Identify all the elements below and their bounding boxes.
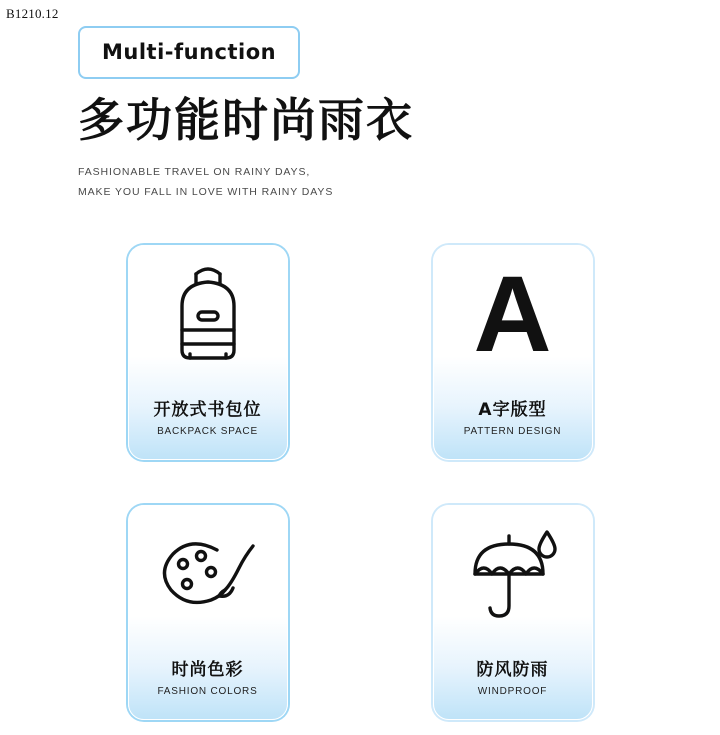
- subtitle: [78, 163, 638, 202]
- feature-label-cn: 时尚色彩: [171, 660, 244, 680]
- feature-label-en: FASHION COLORS: [157, 686, 258, 697]
- page-title: 多功能时尚雨衣: [78, 93, 414, 147]
- subtitle-line-1: FASHIONABLE TRAVEL ON RAINY DAYS,: [78, 166, 311, 179]
- subtitle-line-2: MAKE YOU FALL IN LOVE WITH RAINY DAYS: [78, 185, 334, 198]
- feature-card-windproof: [433, 505, 593, 720]
- backpack-icon: [129, 246, 287, 381]
- multi-function-badge: Multi-function: [78, 26, 300, 79]
- feature-card-colors: [128, 505, 288, 720]
- sku-code: B1210.12: [6, 6, 59, 21]
- feature-label-cn: 防风防雨: [476, 660, 549, 680]
- feature-label-en: BACKPACK SPACE: [157, 426, 258, 437]
- feature-label-cn: 开放式书包位: [153, 400, 262, 420]
- feature-card-pattern: [433, 245, 593, 460]
- feature-grid: [0, 245, 720, 720]
- feature-label-cn: A字版型: [478, 400, 547, 420]
- feature-card-text: [434, 395, 592, 437]
- feature-label-en: PATTERN DESIGN: [463, 426, 562, 437]
- feature-card-text: [434, 655, 592, 697]
- page-header: [78, 26, 638, 202]
- feature-label-en: WINDPROOF: [477, 686, 548, 697]
- feature-card-backpack: [128, 245, 288, 460]
- palette-icon: [129, 506, 287, 641]
- feature-card-text: [129, 655, 287, 697]
- feature-card-text: [129, 395, 287, 437]
- letter-a-glyph: A: [473, 252, 552, 374]
- umbrella-icon: [434, 506, 592, 641]
- letter-a-icon: [434, 246, 592, 381]
